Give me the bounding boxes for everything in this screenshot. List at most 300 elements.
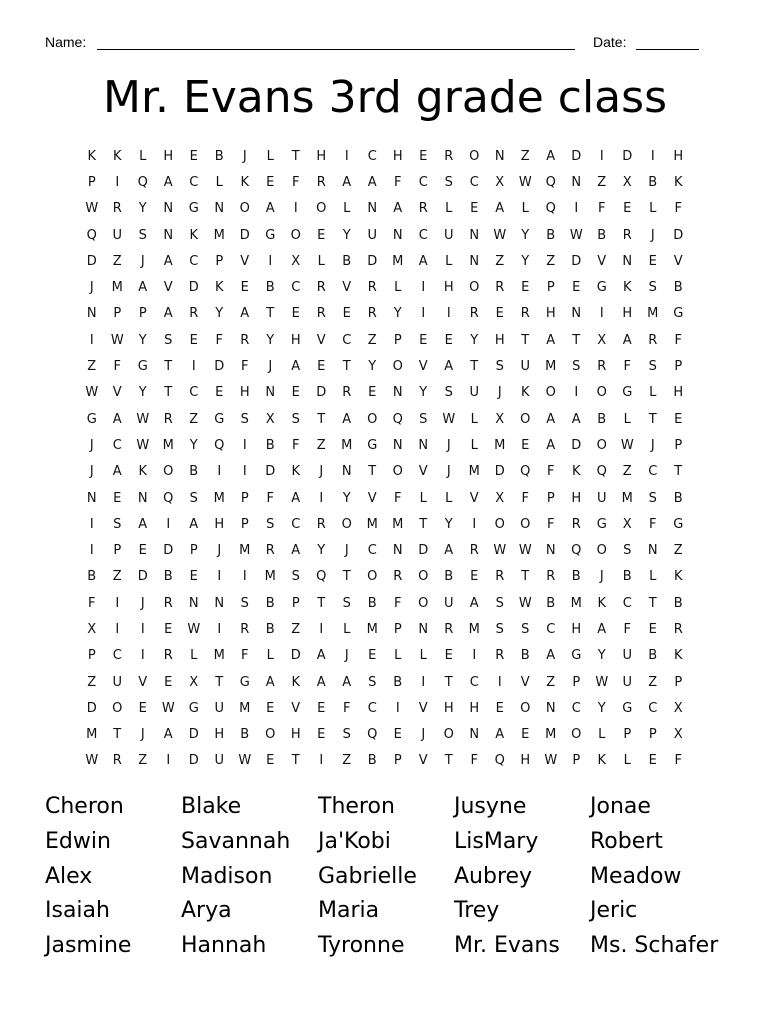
grid-letter: A	[622, 332, 632, 348]
grid-letter: L	[266, 648, 274, 664]
word-list-item: Jusyne	[454, 794, 527, 819]
grid-row	[79, 564, 691, 590]
grid-letter: E	[419, 332, 428, 348]
grid-letter: N	[86, 306, 97, 322]
grid-letter: P	[87, 174, 96, 190]
grid-letter: W	[595, 674, 609, 690]
grid-row	[79, 196, 691, 222]
grid-letter: D	[494, 464, 505, 480]
grid-letter: V	[469, 490, 479, 506]
grid-letter: S	[342, 727, 351, 743]
grid-letter: H	[673, 148, 684, 164]
grid-letter: H	[469, 700, 480, 716]
grid-letter: R	[418, 201, 428, 217]
grid-letter: V	[291, 700, 301, 716]
grid-letter: T	[266, 306, 275, 322]
grid-letter: S	[189, 490, 198, 506]
grid-letter: T	[674, 464, 683, 480]
grid-row	[79, 274, 691, 300]
grid-letter: X	[495, 174, 505, 190]
word-list	[45, 790, 745, 964]
grid-letter: A	[342, 674, 352, 690]
grid-letter: J	[344, 543, 349, 559]
grid-letter: W	[136, 437, 150, 453]
grid-letter: G	[367, 437, 378, 453]
grid-letter: I	[115, 621, 120, 637]
grid-letter: R	[495, 569, 505, 585]
grid-letter: B	[214, 148, 224, 164]
grid-letter: C	[469, 174, 479, 190]
grid-letter: O	[520, 411, 531, 427]
grid-letter: D	[137, 569, 148, 585]
grid-letter: S	[444, 174, 453, 190]
grid-letter: A	[163, 727, 173, 743]
grid-letter: E	[317, 359, 326, 375]
grid-letter: A	[546, 648, 556, 664]
grid-letter: C	[291, 280, 301, 296]
grid-letter: E	[266, 753, 275, 769]
grid-letter: C	[291, 516, 301, 532]
grid-letter: S	[368, 674, 377, 690]
grid-letter: A	[342, 174, 352, 190]
grid-letter: I	[89, 516, 94, 532]
grid-letter: Y	[368, 359, 377, 375]
grid-letter: I	[599, 148, 604, 164]
grid-letter: P	[393, 621, 402, 637]
grid-letter: P	[546, 280, 555, 296]
grid-letter: B	[163, 569, 173, 585]
grid-letter: E	[164, 674, 173, 690]
grid-letter: H	[443, 700, 454, 716]
word-list-item: Arya	[181, 898, 232, 924]
grid-letter: W	[85, 201, 99, 217]
grid-letter: A	[291, 490, 301, 506]
grid-letter: A	[265, 201, 275, 217]
grid-letter: T	[342, 569, 351, 585]
grid-letter: P	[674, 359, 683, 375]
grid-letter: P	[87, 648, 96, 664]
grid-letter: F	[547, 464, 555, 480]
grid-letter: N	[367, 201, 378, 217]
grid-letter: E	[572, 280, 581, 296]
grid-letter: R	[444, 621, 454, 637]
word-list-item: Hannah	[181, 933, 267, 959]
grid-letter: O	[596, 437, 607, 453]
grid-letter: F	[292, 174, 300, 190]
grid-letter: R	[469, 543, 479, 559]
grid-letter: T	[648, 595, 657, 611]
grid-letter: G	[596, 280, 607, 296]
grid-letter: I	[115, 595, 120, 611]
grid-letter: V	[418, 700, 428, 716]
grid-letter: V	[418, 359, 428, 375]
grid-letter: I	[140, 621, 145, 637]
name-label: Name:	[45, 34, 87, 50]
grid-letter: R	[265, 543, 275, 559]
grid-letter: R	[469, 306, 479, 322]
grid-letter: P	[240, 516, 249, 532]
grid-letter: M	[570, 595, 582, 611]
grid-letter: Q	[520, 464, 531, 480]
grid-letter: E	[521, 727, 530, 743]
grid-letter: B	[673, 490, 683, 506]
grid-letter: W	[518, 595, 532, 611]
grid-letter: B	[240, 727, 250, 743]
grid-letter: L	[266, 148, 274, 164]
grid-letter: P	[623, 727, 632, 743]
word-list-item: Theron	[318, 794, 395, 819]
word-list-item: Isaiah	[45, 898, 110, 924]
grid-letter: J	[446, 437, 451, 453]
grid-letter: B	[367, 595, 377, 611]
grid-letter: T	[444, 753, 453, 769]
grid-letter: A	[444, 359, 454, 375]
grid-letter: N	[392, 385, 403, 401]
grid-row	[79, 511, 691, 537]
grid-letter: L	[623, 411, 631, 427]
grid-letter: N	[571, 306, 582, 322]
grid-letter: E	[521, 280, 530, 296]
grid-letter: I	[217, 569, 222, 585]
grid-letter: I	[421, 280, 426, 296]
grid-letter: Q	[494, 753, 505, 769]
grid-letter: W	[136, 411, 150, 427]
word-list-item: Blake	[181, 794, 242, 819]
grid-letter: G	[596, 516, 607, 532]
grid-letter: I	[472, 648, 477, 664]
grid-letter: I	[319, 753, 324, 769]
grid-letter: S	[113, 516, 122, 532]
grid-letter: E	[470, 201, 479, 217]
grid-letter: T	[317, 595, 326, 611]
grid-letter: O	[443, 727, 454, 743]
word-list-item: LisMary	[454, 828, 539, 854]
grid-letter: M	[213, 648, 225, 664]
grid-letter: M	[264, 569, 276, 585]
grid-letter: Z	[367, 332, 377, 348]
grid-letter: H	[163, 148, 174, 164]
grid-letter: C	[367, 543, 377, 559]
grid-letter: G	[622, 385, 633, 401]
grid-letter: S	[444, 385, 453, 401]
grid-letter: F	[394, 174, 402, 190]
grid-letter: Y	[419, 385, 428, 401]
grid-letter: W	[110, 332, 124, 348]
grid-letter: K	[214, 280, 224, 296]
grid-letter: V	[597, 253, 607, 269]
grid-letter: O	[239, 201, 250, 217]
grid-letter: R	[240, 332, 250, 348]
grid-letter: A	[291, 359, 301, 375]
grid-letter: T	[572, 332, 581, 348]
grid-letter: A	[240, 306, 250, 322]
grid-letter: A	[444, 543, 454, 559]
grid-letter: I	[268, 253, 273, 269]
grid-letter: D	[622, 148, 633, 164]
grid-letter: N	[188, 595, 199, 611]
grid-letter: T	[368, 464, 377, 480]
grid-letter: Y	[597, 648, 606, 664]
grid-letter: E	[674, 411, 683, 427]
grid-row	[79, 616, 691, 642]
grid-letter: M	[468, 464, 480, 480]
grid-letter: K	[189, 227, 199, 243]
grid-letter: D	[571, 148, 582, 164]
grid-letter: B	[622, 569, 632, 585]
grid-letter: N	[214, 201, 225, 217]
grid-letter: L	[190, 648, 198, 664]
grid-letter: F	[394, 595, 402, 611]
grid-letter: X	[673, 727, 683, 743]
grid-letter: U	[622, 674, 632, 690]
grid-letter: G	[239, 674, 250, 690]
grid-letter: B	[393, 674, 403, 690]
grid-letter: B	[265, 621, 275, 637]
grid-letter: B	[648, 648, 658, 664]
grid-letter: V	[367, 490, 377, 506]
grid-letter: I	[217, 621, 222, 637]
grid-letter: F	[88, 595, 96, 611]
grid-letter: A	[265, 674, 275, 690]
grid-letter: B	[597, 227, 607, 243]
grid-row	[79, 143, 691, 169]
grid-letter: E	[393, 727, 402, 743]
grid-letter: R	[495, 648, 505, 664]
grid-letter: C	[189, 253, 199, 269]
grid-letter: C	[469, 674, 479, 690]
grid-letter: A	[367, 174, 377, 190]
grid-letter: I	[599, 306, 604, 322]
grid-letter: W	[85, 385, 99, 401]
grid-letter: K	[240, 174, 250, 190]
grid-letter: E	[342, 306, 351, 322]
grid-letter: K	[87, 148, 97, 164]
grid-letter: P	[291, 595, 300, 611]
grid-letter: Z	[87, 359, 97, 375]
grid-letter: S	[164, 332, 173, 348]
word-list-item: Alex	[45, 863, 93, 889]
grid-letter: M	[647, 306, 659, 322]
grid-letter: S	[648, 280, 657, 296]
grid-letter: Y	[317, 543, 326, 559]
grid-letter: J	[140, 595, 145, 611]
grid-row	[79, 248, 691, 274]
grid-letter: I	[217, 464, 222, 480]
grid-letter: N	[469, 253, 480, 269]
page-title: Mr. Evans 3rd grade class	[102, 72, 667, 123]
grid-letter: M	[621, 490, 633, 506]
grid-letter: S	[291, 569, 300, 585]
grid-letter: S	[495, 621, 504, 637]
grid-letter: G	[571, 648, 582, 664]
grid-letter: B	[597, 411, 607, 427]
word-list-item: Robert	[590, 828, 663, 854]
grid-letter: D	[571, 437, 582, 453]
grid-letter: R	[316, 306, 326, 322]
grid-letter: O	[545, 385, 556, 401]
grid-letter: F	[394, 490, 402, 506]
grid-letter: A	[571, 411, 581, 427]
grid-letter: D	[316, 385, 327, 401]
grid-letter: B	[265, 595, 275, 611]
grid-letter: L	[394, 648, 402, 664]
grid-letter: Y	[521, 253, 530, 269]
grid-letter: V	[112, 385, 122, 401]
grid-letter: B	[546, 595, 556, 611]
grid-letter: O	[163, 464, 174, 480]
grid-letter: Q	[545, 201, 556, 217]
grid-letter: L	[649, 569, 657, 585]
grid-letter: R	[163, 595, 173, 611]
grid-letter: R	[316, 516, 326, 532]
grid-letter: A	[163, 174, 173, 190]
grid-letter: I	[293, 201, 298, 217]
grid-letter: M	[468, 621, 480, 637]
grid-letter: R	[622, 227, 632, 243]
grid-letter: G	[673, 306, 684, 322]
grid-letter: S	[266, 516, 275, 532]
grid-letter: E	[648, 621, 657, 637]
grid-letter: R	[316, 280, 326, 296]
grid-letter: L	[470, 437, 478, 453]
grid-letter: J	[421, 727, 426, 743]
grid-letter: S	[240, 595, 249, 611]
grid-letter: W	[161, 700, 175, 716]
grid-letter: B	[189, 464, 199, 480]
grid-letter: J	[89, 464, 94, 480]
grid-letter: S	[342, 595, 351, 611]
grid-letter: P	[113, 306, 122, 322]
grid-letter: F	[623, 621, 631, 637]
grid-letter: O	[367, 411, 378, 427]
grid-letter: C	[367, 148, 377, 164]
grid-letter: V	[240, 253, 250, 269]
grid-letter: T	[291, 753, 300, 769]
grid-letter: O	[290, 227, 301, 243]
grid-letter: P	[648, 727, 657, 743]
grid-letter: K	[597, 753, 607, 769]
grid-letter: U	[112, 227, 122, 243]
grid-letter: J	[242, 148, 247, 164]
grid-letter: V	[673, 253, 683, 269]
grid-letter: X	[265, 411, 275, 427]
grid-letter: D	[188, 280, 199, 296]
grid-letter: N	[494, 148, 505, 164]
grid-letter: N	[647, 543, 658, 559]
grid-letter: K	[291, 464, 301, 480]
grid-letter: Y	[189, 437, 198, 453]
grid-letter: Y	[393, 306, 402, 322]
grid-letter: X	[291, 253, 301, 269]
grid-letter: R	[112, 753, 122, 769]
grid-letter: W	[518, 543, 532, 559]
grid-letter: T	[470, 359, 479, 375]
grid-letter: K	[673, 174, 683, 190]
grid-letter: B	[265, 280, 275, 296]
grid-letter: B	[265, 437, 275, 453]
grid-letter: B	[648, 174, 658, 190]
grid-letter: L	[139, 148, 147, 164]
grid-letter: O	[112, 700, 123, 716]
grid-letter: H	[520, 753, 531, 769]
grid-letter: E	[317, 700, 326, 716]
grid-letter: E	[164, 621, 173, 637]
grid-letter: F	[241, 359, 249, 375]
grid-letter: L	[623, 753, 631, 769]
grid-letter: N	[163, 201, 174, 217]
grid-letter: I	[166, 753, 171, 769]
grid-letter: B	[367, 753, 377, 769]
grid-letter: U	[520, 359, 530, 375]
grid-letter: L	[343, 621, 351, 637]
grid-row	[79, 327, 691, 353]
grid-letter: X	[622, 516, 632, 532]
grid-letter: X	[87, 621, 97, 637]
grid-letter: R	[342, 385, 352, 401]
grid-letter: A	[189, 516, 199, 532]
grid-letter: O	[494, 516, 505, 532]
grid-letter: E	[495, 306, 504, 322]
grid-letter: T	[113, 727, 122, 743]
grid-letter: A	[316, 674, 326, 690]
grid-letter: H	[571, 490, 582, 506]
grid-letter: P	[393, 332, 402, 348]
grid-letter: P	[674, 674, 683, 690]
grid-letter: E	[291, 306, 300, 322]
grid-letter: E	[113, 490, 122, 506]
grid-letter: E	[521, 437, 530, 453]
grid-letter: E	[266, 700, 275, 716]
grid-row	[79, 353, 691, 379]
grid-letter: V	[316, 332, 326, 348]
grid-letter: I	[319, 621, 324, 637]
grid-letter: M	[213, 227, 225, 243]
word-list-item: Ja'Kobi	[318, 828, 391, 854]
grid-letter: O	[392, 464, 403, 480]
word-list-item: Tyronne	[318, 933, 405, 959]
grid-letter: Q	[316, 569, 327, 585]
grid-letter: Z	[520, 148, 530, 164]
grid-letter: R	[316, 174, 326, 190]
grid-letter: W	[620, 437, 634, 453]
grid-row	[79, 459, 691, 485]
grid-letter: E	[444, 332, 453, 348]
grid-letter: S	[291, 411, 300, 427]
grid-letter: Z	[138, 753, 148, 769]
grid-letter: A	[138, 280, 148, 296]
grid-letter: Q	[86, 227, 97, 243]
grid-letter: N	[392, 227, 403, 243]
date-blank-line	[636, 49, 699, 50]
grid-letter: I	[242, 464, 247, 480]
grid-letter: T	[164, 359, 173, 375]
grid-letter: K	[673, 569, 683, 585]
grid-letter: D	[265, 464, 276, 480]
grid-letter: J	[599, 569, 604, 585]
grid-letter: B	[87, 569, 97, 585]
grid-letter: V	[342, 280, 352, 296]
grid-letter: R	[367, 306, 377, 322]
grid-letter: Y	[342, 227, 351, 243]
grid-letter: O	[571, 727, 582, 743]
grid-letter: D	[188, 727, 199, 743]
grid-letter: P	[189, 543, 198, 559]
grid-letter: J	[650, 437, 655, 453]
grid-letter: T	[342, 359, 351, 375]
grid-letter: P	[113, 543, 122, 559]
grid-letter: U	[443, 595, 454, 611]
grid-letter: M	[86, 727, 98, 743]
